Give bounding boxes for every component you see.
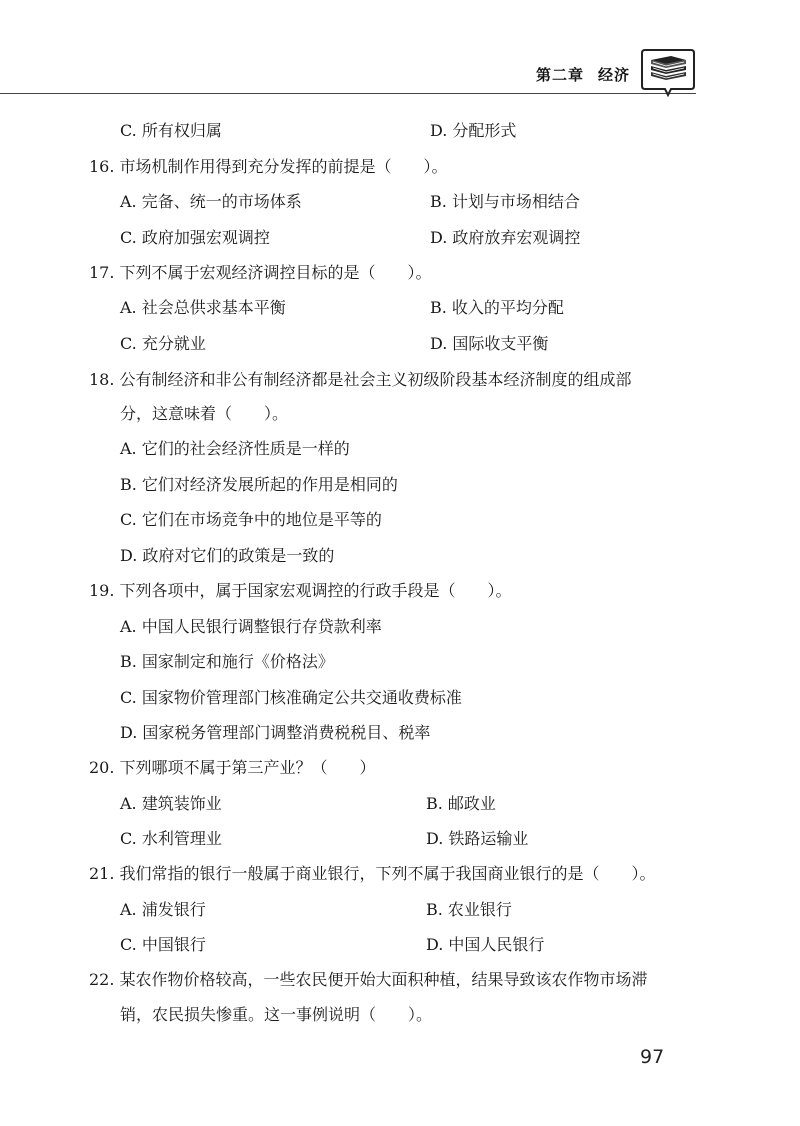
question-18-line1: 18. 公有制经济和非公有制经济都是社会主义初级阶段基本经济制度的组成部 — [89, 370, 632, 389]
option-17b: B. 收入的平均分配 — [430, 298, 564, 317]
chapter-heading — [480, 64, 630, 85]
question-22-line2: 销，农民损失惨重。这一事例说明（ ）。 — [120, 1005, 433, 1024]
option-16b: B. 计划与市场相结合 — [430, 192, 580, 211]
option-16d: D. 政府放弃宏观调控 — [430, 228, 581, 247]
question-18-line2: 分，这意味着（ ）。 — [120, 404, 289, 423]
option-17a: A. 社会总供求基本平衡 — [120, 298, 286, 317]
option-20b: B. 邮政业 — [426, 794, 496, 813]
question-21: 21. 我们常指的银行一般属于商业银行，下列不属于我国商业银行的是（ ）。 — [89, 864, 656, 883]
option-17c: C. 充分就业 — [120, 334, 206, 353]
option-21c: C. 中国银行 — [120, 935, 206, 954]
option-19a: A. 中国人民银行调整银行存贷款利率 — [120, 617, 382, 636]
option-20a: A. 建筑装饰业 — [120, 794, 222, 813]
option-21d: D. 中国人民银行 — [426, 935, 545, 954]
option-16a: A. 完备、统一的市场体系 — [120, 192, 302, 211]
book-stack-icon — [641, 48, 695, 100]
option-20c: C. 水利管理业 — [120, 829, 222, 848]
option-18b: B. 它们对经济发展所起的作用是相同的 — [120, 475, 398, 494]
option-20d: D. 铁路运输业 — [426, 829, 529, 848]
option-18c: C. 它们在市场竞争中的地位是平等的 — [120, 510, 382, 529]
question-17: 17. 下列不属于宏观经济调控目标的是（ ）。 — [89, 263, 432, 282]
option-21b: B. 农业银行 — [426, 900, 512, 919]
question-22-line1: 22. 某农作物价格较高，一些农民便开始大面积种植，结果导致该农作物市场滞 — [89, 970, 648, 989]
option-19d: D. 国家税务管理部门调整消费税税目、税率 — [120, 723, 431, 742]
option-15c: C. 所有权归属 — [120, 121, 222, 140]
option-18d: D. 政府对它们的政策是一致的 — [120, 546, 335, 565]
chapter-number: 第二章 — [535, 66, 584, 84]
question-16: 16. 市场机制作用得到充分发挥的前提是（ ）。 — [89, 157, 448, 176]
chapter-title: 经济 — [597, 66, 630, 84]
option-19b: B. 国家制定和施行《价格法》 — [120, 652, 334, 671]
option-18a: A. 它们的社会经济性质是一样的 — [120, 439, 350, 458]
option-17d: D. 国际收支平衡 — [430, 334, 549, 353]
header-rule — [0, 93, 696, 94]
option-21a: A. 浦发银行 — [120, 900, 206, 919]
option-16c: C. 政府加强宏观调控 — [120, 228, 270, 247]
question-20: 20. 下列哪项不属于第三产业？（ ） — [89, 758, 376, 777]
option-19c: C. 国家物价管理部门核准确定公共交通收费标准 — [120, 688, 462, 707]
page-number: 97 — [640, 1046, 665, 1068]
question-19: 19. 下列各项中，属于国家宏观调控的行政手段是（ ）。 — [89, 581, 512, 600]
option-15d: D. 分配形式 — [430, 121, 517, 140]
